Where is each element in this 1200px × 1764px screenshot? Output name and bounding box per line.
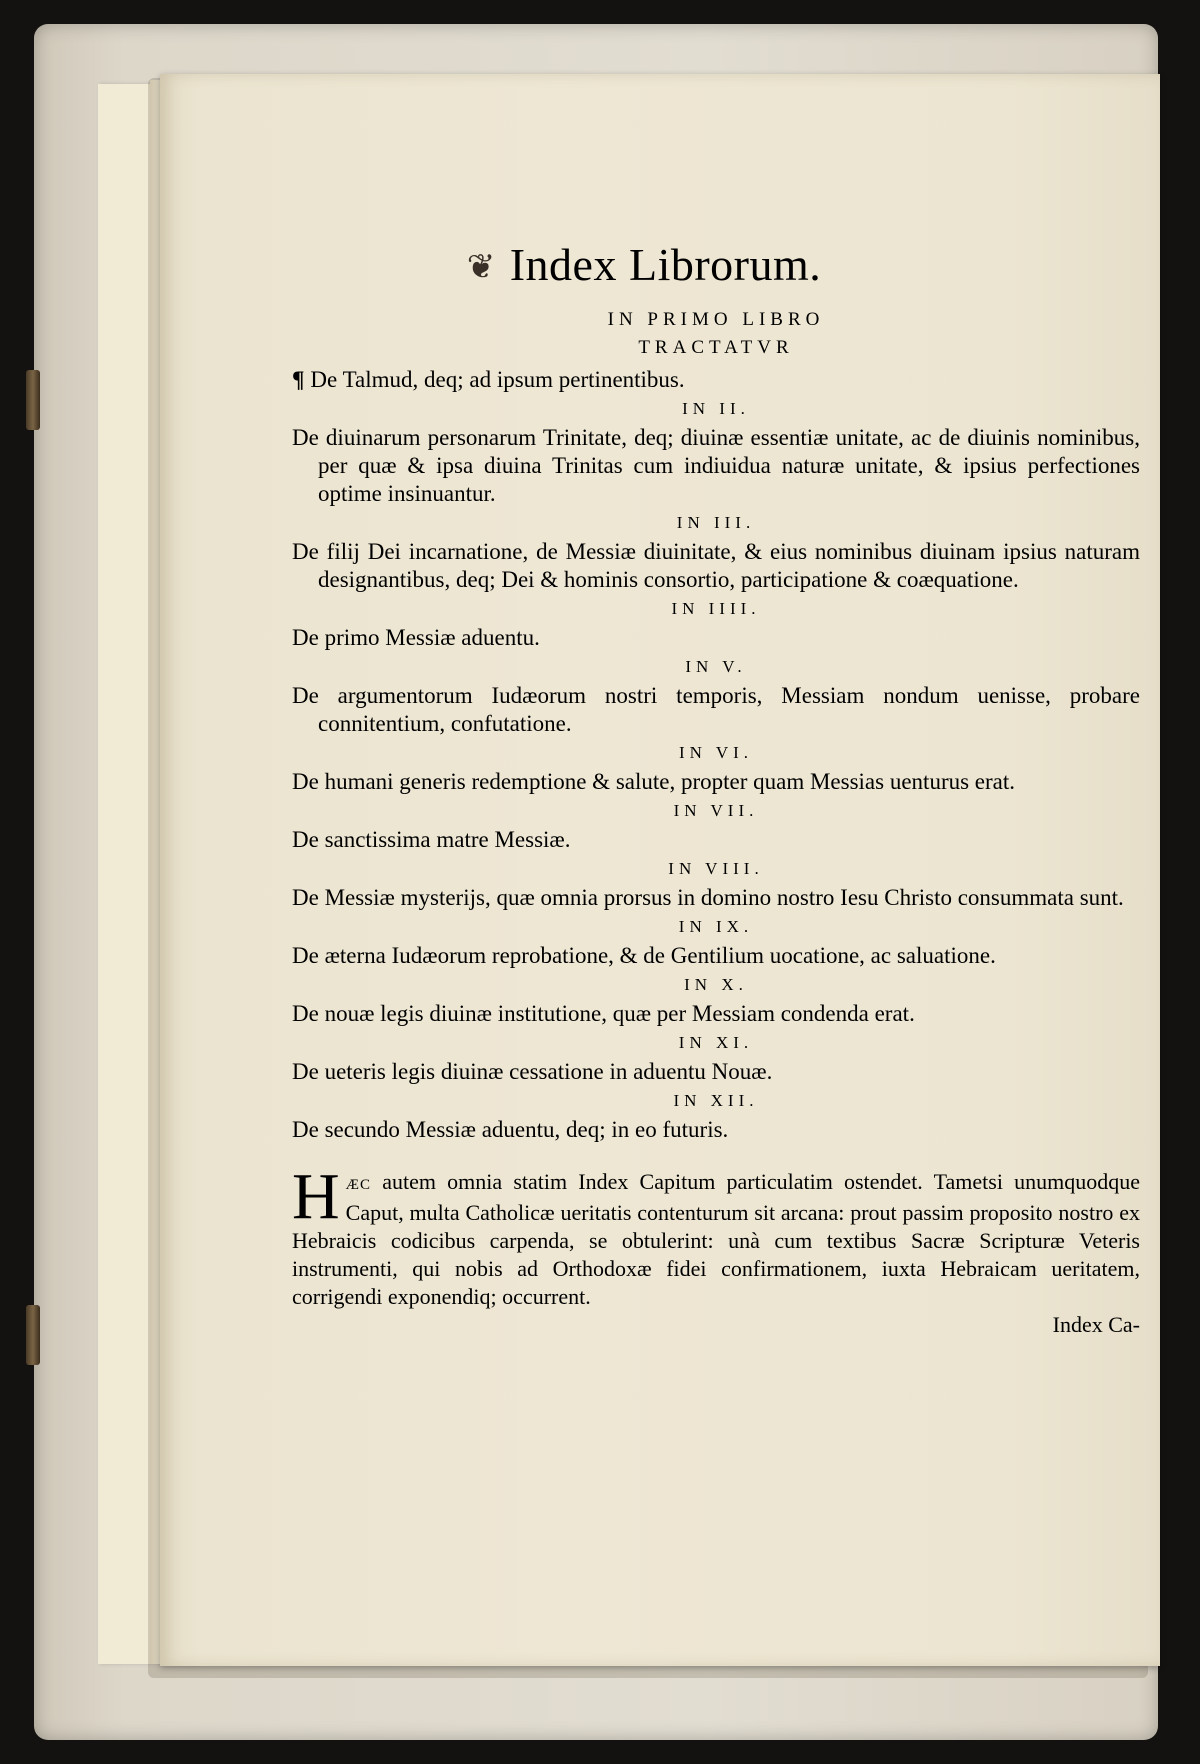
index-entry	[292, 366, 1140, 394]
page-title-text: Index Librorum.	[509, 239, 822, 290]
index-entry: De argumentorum Iudæorum nostri temporis, Messiam nondum uenisse, probare connitentium, confutatione.	[292, 683, 1140, 736]
drop-cap: H	[292, 1160, 340, 1233]
index-entry: De humani generis redemptione & salute, propter quam Messias uenturus erat.	[292, 769, 1016, 794]
binding-clasp-top	[26, 370, 40, 430]
index-entry: De primo Messiæ aduentu.	[292, 625, 540, 650]
book-heading: IN VI.	[678, 743, 754, 762]
fleuron-icon: ❦	[466, 248, 496, 286]
index-content	[292, 306, 1140, 1339]
book-heading: IN III.	[676, 513, 756, 532]
index-entry: De sanctissima matre Messiæ.	[292, 827, 571, 852]
index-entry: De ueteris legis diuinæ cessatione in aduentu Nouæ.	[292, 1059, 773, 1084]
index-entry: De secundo Messiæ aduentu, deq; in eo futuris.	[292, 1117, 729, 1142]
index-entry: De Messiæ mysterijs, quæ omnia prorsus in domino nostro Iesu Christo consummata sunt.	[292, 885, 1124, 910]
book-heading: IN V.	[685, 657, 747, 676]
index-entry: De diuinarum personarum Trinitate, deq; diuinæ essentiæ unitate, ac de diuinis nominibus, per quæ & ipsa diuina Trinitas cum indiuidua naturæ unitate, & ipsius perfectiones optime insinuantur.	[292, 425, 1140, 506]
book-heading: IN II.	[682, 399, 750, 418]
subheading-line2: TRACTATVR	[638, 337, 794, 358]
book-heading: IN X.	[684, 975, 748, 994]
catchword: Index Ca-	[1052, 1312, 1140, 1337]
subheading-line1: IN PRIMO LIBRO	[607, 309, 825, 330]
book-heading: IN IX.	[678, 917, 754, 936]
book-heading: IN VIII.	[668, 859, 764, 878]
binding-clasp-bottom	[26, 1305, 40, 1365]
index-entry: De filij Dei incarnatione, de Messiæ diuinitate, & eius nominibus diuinam ipsius naturam designantibus, deq; Dei & hominis consortio, participatione & coæquatione.	[292, 539, 1140, 592]
book-heading: IN XI.	[678, 1033, 754, 1052]
entry-text: De Talmud, deq; ad ipsum pertinentibus.	[310, 367, 685, 392]
book-heading: IN XII.	[673, 1091, 759, 1110]
pilcrow-icon: ¶	[292, 367, 305, 392]
book-heading: IN IIII.	[671, 599, 761, 618]
closing-text: autem omnia statim Index Capitum particulatim ostendet. Tametsi unumquodque Caput, multa Catholicæ ueritatis contenturum sit arcana: prout passim proposito nostro ex Hebraicis codicibus carpenda, se obtulerint: unà cum textibus Sacræ Scripturæ Veteris instrumenti, qui nobis ad Orthodoxæ fidei confirmationem, iuxta Hebraicam ueritatem, corrigendi exponendiq; occurrent.	[292, 1169, 1140, 1309]
page-title	[324, 238, 964, 291]
closing-ligature: ÆC	[345, 1177, 372, 1193]
index-entry: De nouæ legis diuinæ institutione, quæ per Messiam condenda erat.	[292, 1001, 915, 1026]
closing-paragraph	[292, 1160, 1140, 1311]
index-entry: De æterna Iudæorum reprobatione, & de Gentilium uocatione, ac saluatione.	[292, 943, 996, 968]
book-heading: IN VII.	[673, 801, 759, 820]
